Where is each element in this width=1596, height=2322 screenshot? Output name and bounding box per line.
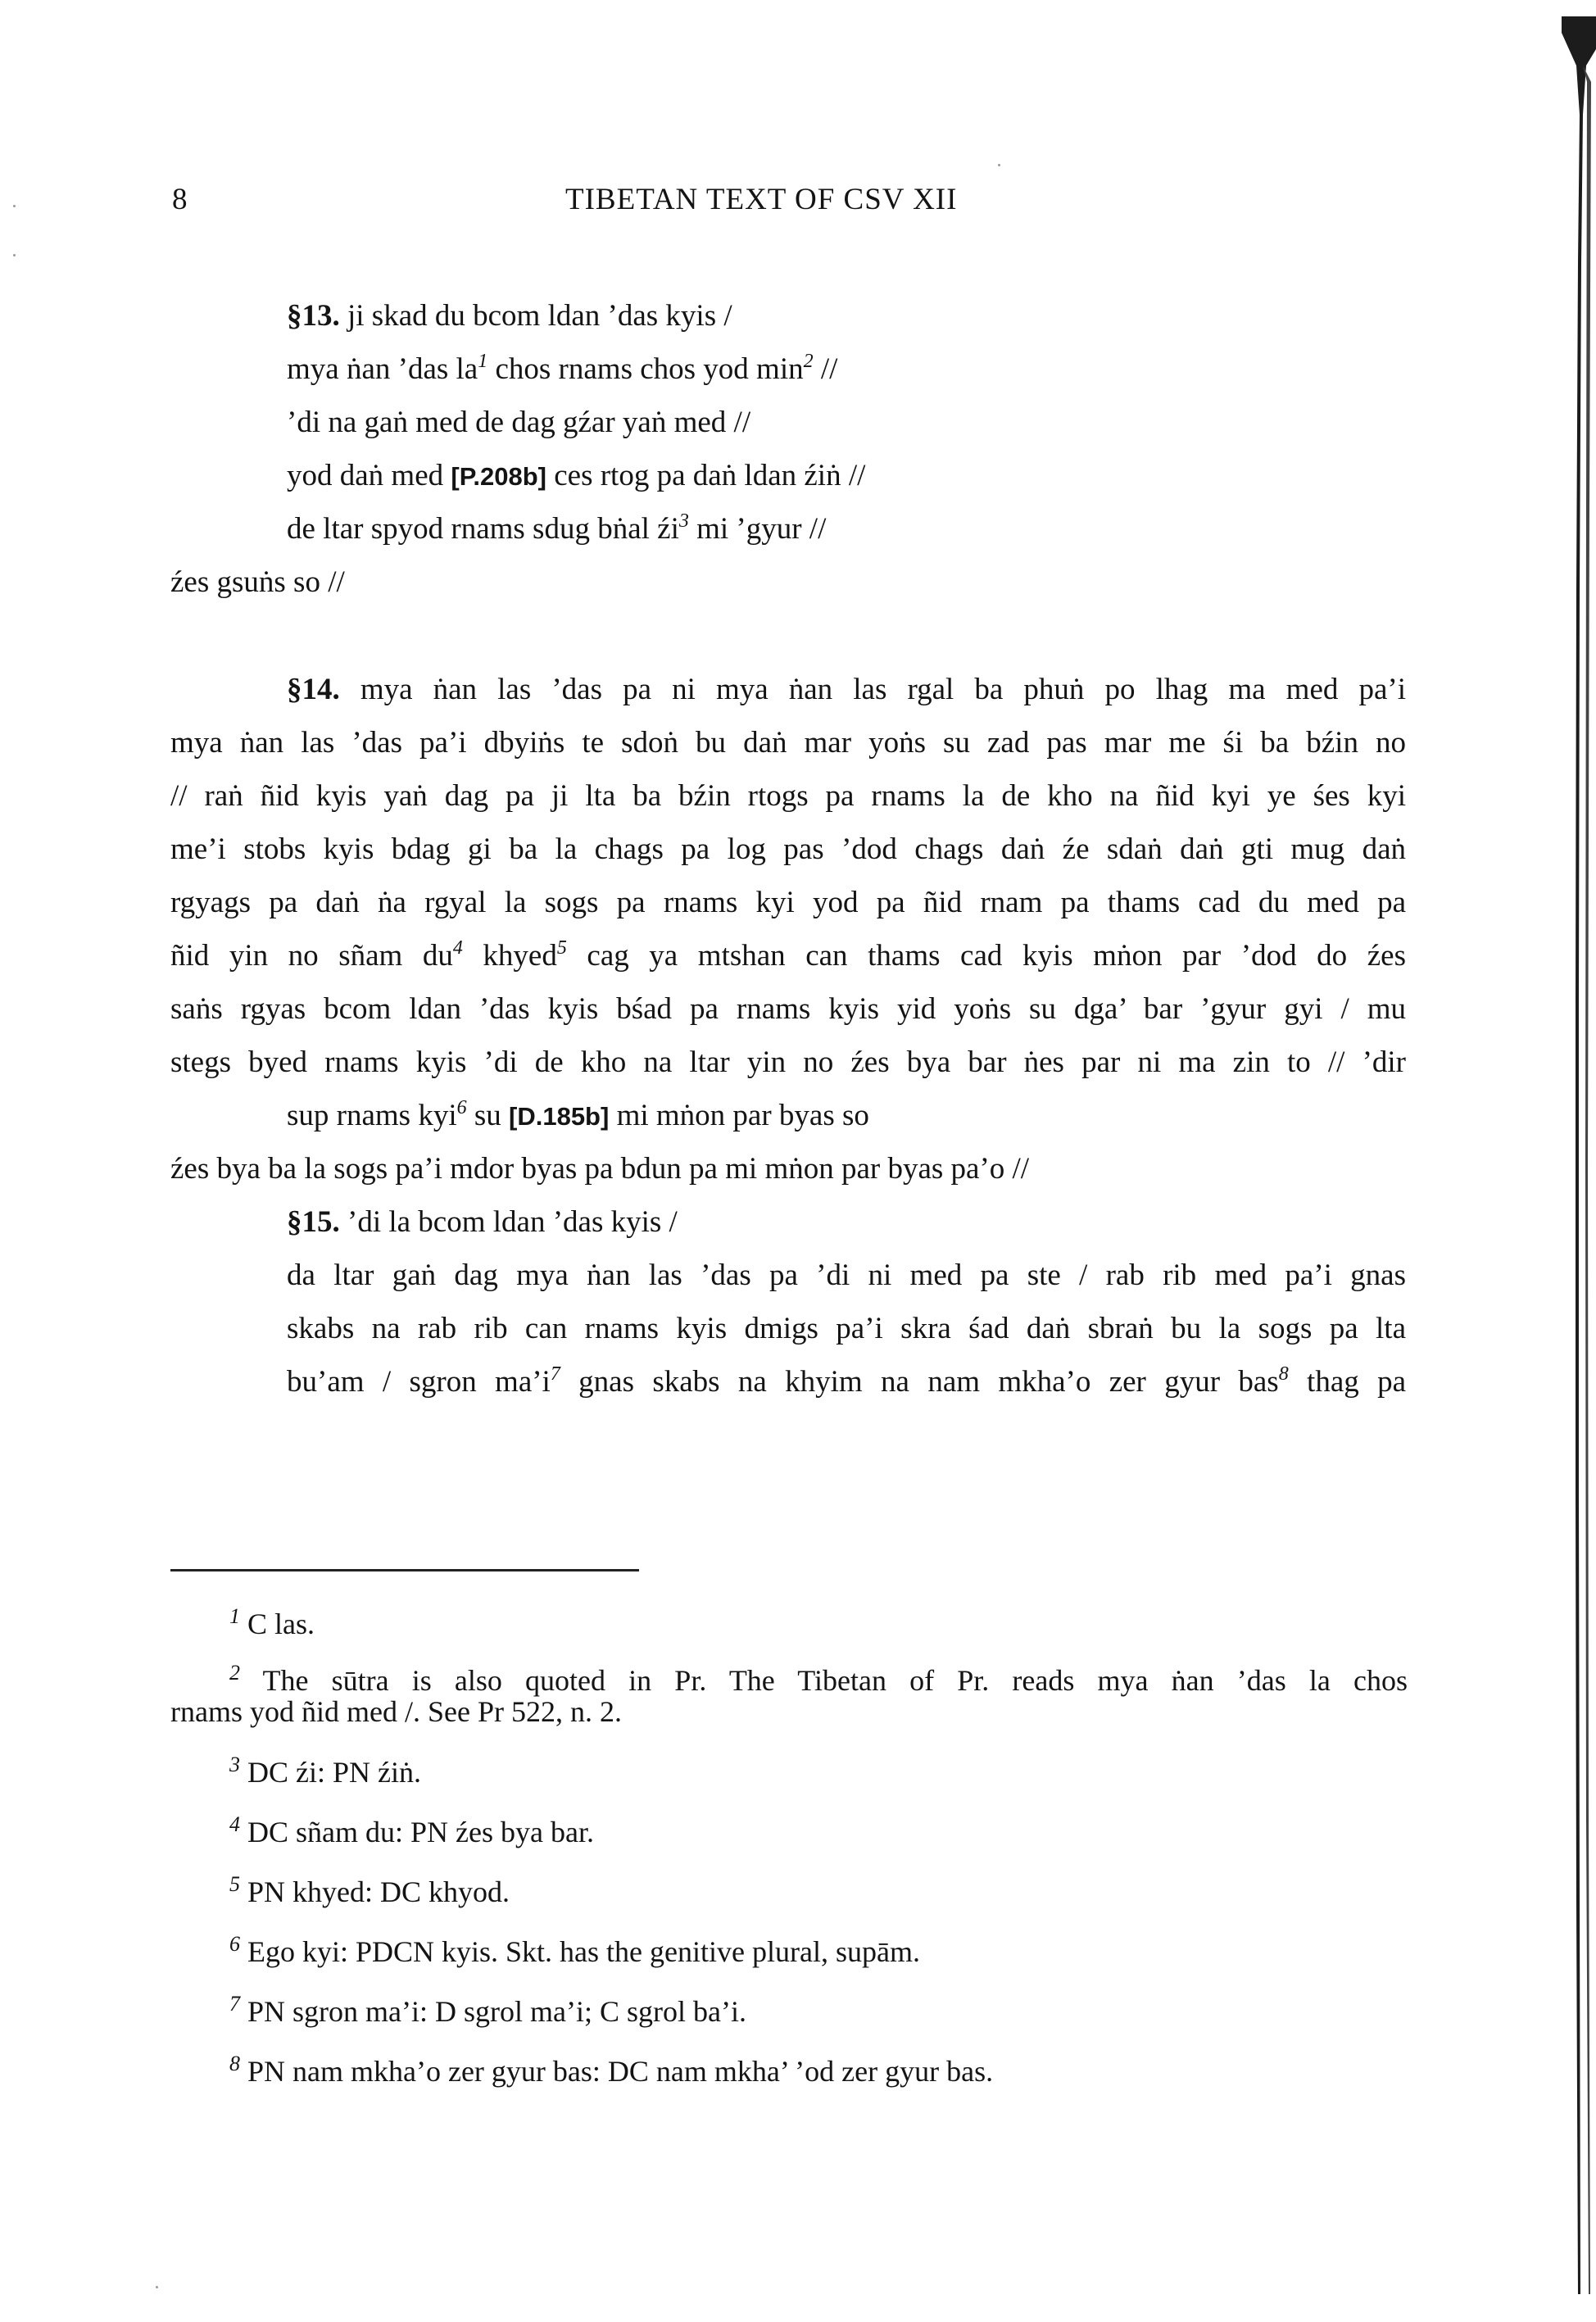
page-number: 8	[172, 183, 188, 216]
folio-ref-d185b: [D.185b]	[509, 1102, 610, 1131]
footnote-ref-7[interactable]: 7	[550, 1363, 560, 1385]
s14-line-9: sup rnams kyi$^6$ su [D.185b] mi mṅon par byas so	[287, 1097, 869, 1132]
section-number-13: §13.	[287, 299, 340, 333]
s13-line-6: źes gsuṅs so //	[170, 565, 345, 599]
footnote-ref-8[interactable]: 8	[1278, 1363, 1289, 1385]
footnote-4: $^4$ DC sñam du: PN źes bya bar.	[229, 1812, 594, 1848]
footnote-3: $^3$ DC źi: PN źiṅ.	[229, 1753, 421, 1789]
scan-speck	[13, 254, 16, 256]
s14-line-2: mya ṅan las ’das pa’i dbyiṅs te sdoṅ bu daṅ mar yoṅs su zad pas mar me śi ba bźin no	[170, 726, 1406, 760]
footnote-ref-2[interactable]: 2	[803, 351, 814, 372]
s15-line-3: skabs na rab rib can rnams kyis dmigs pa’i skra śad daṅ sbraṅ bu la sogs pa lta	[287, 1312, 1406, 1345]
s14-line-8: stegs byed rnams kyis ’di de kho na ltar yin no źes bya bar ṅes par ni ma zin to // ’dir	[170, 1045, 1406, 1079]
s13-line-5: de ltar spyod rnams sdug bṅal $źi^3$ mi ’gyur //	[287, 510, 827, 546]
footnote-8: $^8$ PN nam mkha’o zer gyur bas: DC nam mkha’ ’od zer gyur bas.	[229, 2052, 994, 2088]
s13-line-1: §13. ji skad du bcom ldan ’das kyis /	[287, 299, 732, 333]
footnote-6: $^6$ Ego kyi: PDCN kyis. Skt. has the genitive plural, supām.	[229, 1932, 920, 1968]
footnote-ref-1[interactable]: 1	[478, 351, 488, 372]
section-number-15: §15.	[287, 1205, 340, 1239]
scan-speck	[13, 205, 16, 207]
footnote-ref-5[interactable]: 5	[556, 937, 567, 959]
s14-line-4: me’i stobs kyis bdag gi ba la chags pa log pas ’dod chags daṅ źe sdaṅ daṅ gti mug daṅ	[170, 832, 1406, 866]
s14-line-1: §14. mya ṅan las ’das pa ni mya ṅan las rgal ba phuṅ po lhag ma med pa’i	[287, 673, 1406, 706]
scan-page-edge	[1562, 16, 1596, 2294]
footnote-2-cont: rnams yod ñid med /. See Pr 522, n. 2.	[170, 1695, 622, 1728]
s13-line-4: yod daṅ med [P.208b] ces rtog pa daṅ ldan źiṅ //	[287, 459, 866, 492]
folio-ref-p208b: [P.208b]	[451, 462, 546, 491]
s14-line-3: // raṅ ñid kyis yaṅ dag pa ji lta ba bźin rtogs pa rnams la de kho na ñid kyi ye śes kyi	[170, 779, 1406, 813]
footnote-2: $^2$ The sūtra is also quoted in Pr. The Tibetan of Pr. reads mya ṅan ’das la chos	[229, 1661, 1408, 1697]
scan-speck	[998, 164, 1000, 166]
s14-line-10: źes bya ba la sogs pa’i mdor byas pa bdun pa mi mṅon par byas pa’o //	[170, 1152, 1030, 1186]
scan-speck	[156, 2286, 158, 2288]
s15-line-1: §15. ’di la bcom ldan ’das kyis /	[287, 1205, 678, 1239]
s15-line-2: da ltar gaṅ dag mya ṅan las ’das pa ’di ni med pa ste / rab rib med pa’i gnas	[287, 1259, 1406, 1292]
footnote-ref-3[interactable]: 3	[678, 510, 689, 532]
running-title: TIBETAN TEXT OF CSV XII	[565, 183, 958, 216]
footnote-divider	[170, 1569, 639, 1571]
s14-line-5: rgyags pa daṅ ṅa rgyal la sogs pa rnams kyi yod pa ñid rnam pa thams cad du med pa	[170, 886, 1406, 919]
footnote-5: $^5$ PN khyed: DC khyod.	[229, 1872, 510, 1908]
footnote-ref-4[interactable]: 4	[452, 937, 463, 959]
footnote-7: $^7$ PN sgron ma’i: D sgrol ma’i; C sgrol ba’i.	[229, 1992, 746, 2028]
s13-line-2: mya ṅan ’das $la^1$ chos rnams chos yod $\min^2$ //	[287, 351, 838, 386]
section-number-14: §14.	[287, 673, 340, 706]
s13-line-3: ’di na gaṅ med de dag gźar yaṅ med //	[287, 406, 751, 439]
s15-line-4: bu’am / sgron $ma’i^7$ gnas skabs na khyim na nam mkha’o zer gyur bas$^8$ thag pa	[287, 1363, 1407, 1399]
s14-line-6: ñid yin no sñam $du^4$ khyed$^5$ cag ya mtshan can thams cad kyis mṅon par ’dod do źes	[170, 937, 1406, 973]
s14-line-7: saṅs rgyas bcom ldan ’das kyis bśad pa rnams kyis yid yoṅs su dga’ bar ’gyur gyi / mu	[170, 992, 1406, 1026]
footnote-1: $^1$ C las.	[229, 1604, 315, 1640]
footnote-ref-6[interactable]: 6	[456, 1097, 467, 1118]
